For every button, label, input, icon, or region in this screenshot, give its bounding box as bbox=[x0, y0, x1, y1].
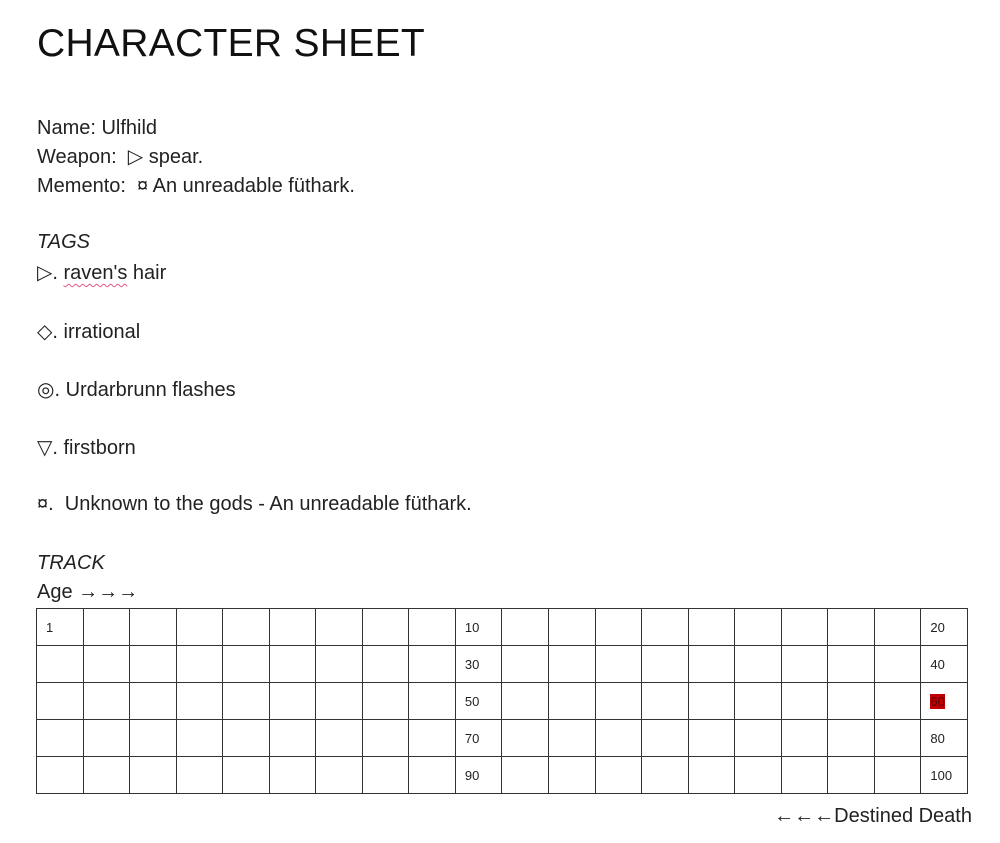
track-cell[interactable] bbox=[642, 757, 689, 794]
track-cell[interactable] bbox=[316, 757, 363, 794]
track-cell[interactable] bbox=[549, 646, 596, 683]
track-cell[interactable] bbox=[130, 757, 177, 794]
track-cell[interactable] bbox=[83, 757, 130, 794]
track-cell[interactable]: 10 bbox=[455, 609, 502, 646]
track-cell[interactable] bbox=[595, 609, 642, 646]
track-cell[interactable] bbox=[595, 757, 642, 794]
tag-item bbox=[37, 260, 166, 285]
track-cell[interactable] bbox=[874, 757, 921, 794]
tag-item bbox=[37, 319, 140, 344]
track-cell[interactable]: 90 bbox=[455, 757, 502, 794]
track-cell[interactable] bbox=[781, 683, 828, 720]
track-cell[interactable] bbox=[688, 683, 735, 720]
track-cell[interactable] bbox=[688, 609, 735, 646]
track-row bbox=[37, 609, 968, 646]
track-row bbox=[37, 646, 968, 683]
track-cell[interactable] bbox=[828, 683, 875, 720]
track-cell[interactable] bbox=[130, 683, 177, 720]
track-cell[interactable] bbox=[874, 720, 921, 757]
age-track-table bbox=[36, 608, 968, 794]
track-cell[interactable] bbox=[362, 683, 409, 720]
track-cell[interactable] bbox=[37, 646, 84, 683]
track-cell[interactable] bbox=[874, 646, 921, 683]
track-cell[interactable] bbox=[409, 757, 456, 794]
tag-text-rest: hair bbox=[127, 262, 167, 284]
track-cell[interactable] bbox=[735, 720, 782, 757]
track-cell[interactable] bbox=[688, 757, 735, 794]
track-cell[interactable] bbox=[781, 757, 828, 794]
memento-line: Memento: ¤ An unreadable füthark. bbox=[37, 175, 355, 197]
tags-heading: TAGS bbox=[37, 231, 90, 253]
track-cell[interactable]: 100 bbox=[921, 757, 968, 794]
name-line: Name: Ulfhild bbox=[37, 117, 158, 139]
track-cell[interactable] bbox=[176, 646, 223, 683]
track-cell[interactable] bbox=[735, 757, 782, 794]
track-cell[interactable] bbox=[921, 683, 968, 720]
track-cell[interactable] bbox=[828, 609, 875, 646]
track-cell[interactable] bbox=[549, 609, 596, 646]
tag-item bbox=[37, 435, 136, 460]
track-cell[interactable] bbox=[735, 609, 782, 646]
track-cell[interactable] bbox=[502, 609, 549, 646]
track-cell[interactable] bbox=[642, 646, 689, 683]
track-cell[interactable] bbox=[874, 683, 921, 720]
tag-symbol: ◎. bbox=[37, 379, 66, 401]
track-cell[interactable]: 1 bbox=[37, 609, 84, 646]
track-cell[interactable]: 70 bbox=[455, 720, 502, 757]
tag-text: Urdarbrunn flashes bbox=[65, 379, 236, 401]
track-cell[interactable] bbox=[316, 646, 363, 683]
page-title: CHARACTER SHEET bbox=[37, 22, 426, 65]
weapon-line: Weapon: ▷ spear. bbox=[37, 146, 204, 168]
track-cell[interactable] bbox=[83, 609, 130, 646]
tag-text: raven's bbox=[63, 262, 128, 284]
track-cell[interactable] bbox=[176, 757, 223, 794]
track-cell[interactable]: 30 bbox=[455, 646, 502, 683]
track-row bbox=[37, 720, 968, 757]
track-cell[interactable] bbox=[502, 646, 549, 683]
track-cell[interactable] bbox=[37, 720, 84, 757]
age-label: Age →→→ bbox=[37, 581, 139, 603]
track-cell[interactable] bbox=[362, 720, 409, 757]
track-cell[interactable] bbox=[130, 646, 177, 683]
track-cell[interactable] bbox=[595, 683, 642, 720]
track-cell[interactable] bbox=[176, 683, 223, 720]
track-cell[interactable] bbox=[549, 720, 596, 757]
tag-text: irrational bbox=[63, 321, 141, 343]
track-cell[interactable] bbox=[362, 757, 409, 794]
tag-symbol: ◇. bbox=[37, 321, 64, 343]
track-cell[interactable] bbox=[37, 757, 84, 794]
track-cell[interactable] bbox=[362, 609, 409, 646]
track-cell[interactable] bbox=[176, 720, 223, 757]
track-cell[interactable] bbox=[409, 609, 456, 646]
track-cell[interactable] bbox=[595, 720, 642, 757]
track-cell[interactable] bbox=[828, 757, 875, 794]
track-cell[interactable] bbox=[269, 757, 316, 794]
tag-symbol: ▽. bbox=[37, 437, 64, 459]
character-info bbox=[37, 114, 355, 201]
track-cell[interactable] bbox=[83, 720, 130, 757]
track-cell[interactable] bbox=[269, 646, 316, 683]
track-cell[interactable] bbox=[735, 646, 782, 683]
track-cell[interactable] bbox=[223, 646, 270, 683]
track-cell[interactable] bbox=[316, 609, 363, 646]
track-cell[interactable] bbox=[223, 720, 270, 757]
tag-symbol: ▷. bbox=[37, 262, 64, 284]
track-cell[interactable] bbox=[409, 646, 456, 683]
highlighted-age: 60 bbox=[930, 693, 945, 709]
tag-item bbox=[37, 493, 472, 516]
track-row bbox=[37, 683, 968, 720]
track-cell[interactable] bbox=[781, 646, 828, 683]
track-cell[interactable]: 50 bbox=[455, 683, 502, 720]
track-cell[interactable] bbox=[688, 646, 735, 683]
track-cell[interactable] bbox=[874, 609, 921, 646]
track-cell[interactable] bbox=[642, 683, 689, 720]
track-cell[interactable]: 80 bbox=[921, 720, 968, 757]
destined-death-label: ←←←Destined Death bbox=[774, 805, 972, 827]
track-cell[interactable] bbox=[781, 720, 828, 757]
track-cell[interactable] bbox=[409, 683, 456, 720]
track-cell[interactable] bbox=[502, 683, 549, 720]
track-cell[interactable] bbox=[735, 683, 782, 720]
track-cell[interactable] bbox=[223, 683, 270, 720]
track-cell[interactable] bbox=[688, 720, 735, 757]
track-cell[interactable] bbox=[502, 720, 549, 757]
track-cell[interactable] bbox=[549, 757, 596, 794]
track-row bbox=[37, 757, 968, 794]
track-cell[interactable] bbox=[828, 720, 875, 757]
track-cell[interactable] bbox=[130, 609, 177, 646]
track-cell[interactable] bbox=[176, 609, 223, 646]
tag-text: firstborn bbox=[63, 437, 136, 459]
track-cell[interactable] bbox=[269, 683, 316, 720]
track-heading: TRACK bbox=[37, 552, 105, 574]
track-cell[interactable] bbox=[502, 757, 549, 794]
track-cell[interactable] bbox=[642, 720, 689, 757]
track-cell[interactable] bbox=[130, 720, 177, 757]
tag-text: Unknown to the gods - An unreadable füthark. bbox=[64, 493, 472, 515]
track-cell[interactable] bbox=[828, 646, 875, 683]
track-cell[interactable] bbox=[316, 683, 363, 720]
track-cell[interactable] bbox=[269, 720, 316, 757]
track-cell[interactable] bbox=[409, 720, 456, 757]
tag-symbol: ¤. bbox=[37, 493, 65, 515]
track-cell[interactable] bbox=[549, 683, 596, 720]
tag-item bbox=[37, 377, 236, 402]
track-cell[interactable] bbox=[781, 609, 828, 646]
track-cell[interactable] bbox=[316, 720, 363, 757]
track-cell[interactable] bbox=[595, 646, 642, 683]
track-cell[interactable]: 20 bbox=[921, 609, 968, 646]
track-cell[interactable] bbox=[223, 757, 270, 794]
track-cell[interactable] bbox=[642, 609, 689, 646]
track-cell[interactable]: 40 bbox=[921, 646, 968, 683]
track-cell[interactable] bbox=[37, 683, 84, 720]
track-cell[interactable] bbox=[269, 609, 316, 646]
track-cell[interactable] bbox=[223, 609, 270, 646]
track-cell[interactable] bbox=[362, 646, 409, 683]
track-cell[interactable] bbox=[83, 683, 130, 720]
track-cell[interactable] bbox=[83, 646, 130, 683]
